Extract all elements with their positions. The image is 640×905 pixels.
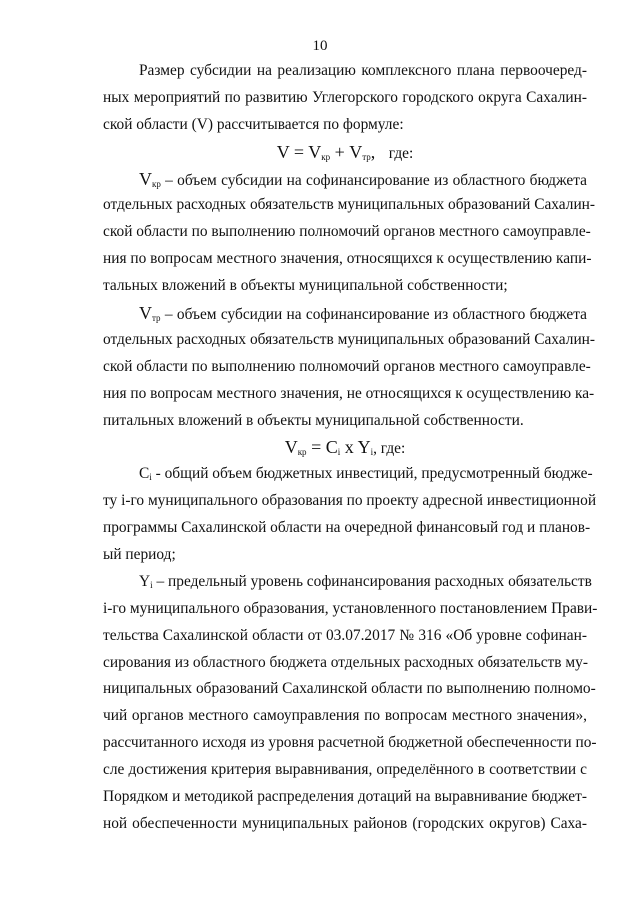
- paragraph-line: отдельных расходных обязательств муниципальных образований Сахалин-: [103, 196, 596, 214]
- paragraph-line: [103, 300, 587, 327]
- paragraph-line: отдельных расходных обязательств муниципальных образований Сахалин-: [103, 330, 596, 348]
- document-body: [103, 58, 598, 838]
- formula-part: + V: [330, 141, 363, 162]
- line-text: – объем субсидии на софинансирование из областного бюджета: [160, 171, 587, 189]
- symbol-subscript: тр: [152, 313, 161, 324]
- symbol: Y: [139, 572, 151, 590]
- paragraph-line: тельства Сахалинской области от 03.07.2017 № 316 «Об уровне софинан-: [103, 626, 587, 644]
- line-text: – объем субсидии на софинансирование из областного бюджета: [160, 306, 587, 324]
- paragraph-line: тальных вложений в объекты муниципальной собственности;: [103, 277, 508, 295]
- paragraph-line: рассчитанного исходя из уровня расчетной бюджетной обеспеченности по-: [103, 734, 597, 752]
- formula-part: ,: [370, 141, 376, 162]
- formula-subscript: i: [370, 447, 374, 458]
- paragraph-line: ния по вопросам местного значения, не относящихся к осуществлению ка-: [103, 384, 595, 402]
- symbol-subscript: i: [149, 472, 152, 483]
- formula-subscript: i: [337, 447, 341, 458]
- line-text: – предельный уровень софинансирования расходных обязательств: [152, 572, 592, 590]
- paragraph-line: сле достижения критерия выравнивания, определённого в соответствии с: [103, 761, 587, 779]
- symbol-subscript: кр: [152, 178, 161, 189]
- symbol: V: [139, 168, 152, 189]
- page-number: 10: [312, 38, 328, 54]
- symbol: V: [139, 303, 152, 324]
- paragraph-line: [103, 166, 587, 193]
- paragraph-line: ной обеспеченности муниципальных районов (городских округов) Саха-: [103, 814, 587, 832]
- paragraph-line: программы Сахалинской области на очередной финансовый год и планов-: [103, 519, 591, 537]
- paragraph-line: ния по вопросам местного значения, относящихся к осуществлению капи-: [103, 250, 592, 268]
- paragraph-line: ской области (V) рассчитывается по формуле:: [103, 115, 404, 133]
- formula-v: [103, 139, 587, 166]
- formula-part: x Y: [340, 437, 371, 458]
- paragraph-line: питальных вложений в объекты муниципальной собственности.: [103, 411, 524, 429]
- paragraph-line: [103, 461, 593, 488]
- formula-where: где:: [388, 144, 414, 162]
- formula-part: V = V: [276, 141, 322, 162]
- line-text: - общий объем бюджетных инвестиций, предусмотренный бюдже-: [151, 465, 593, 483]
- formula-subscript: тр: [362, 151, 371, 162]
- paragraph-line: Размер субсидии на реализацию комплексного плана первоочеред-: [139, 62, 587, 79]
- paragraph-line: Порядком и методикой распределения дотаций на выравнивание бюджет-: [103, 788, 587, 806]
- paragraph-line: [103, 569, 592, 596]
- paragraph-line: чий органов местного самоуправления по вопросам местного значения»,: [103, 707, 587, 725]
- symbol-subscript: i: [150, 579, 153, 590]
- paragraph-line: ниципальных образований Сахалинской области по выполнению полномо-: [103, 680, 596, 698]
- paragraph-line: ской области по выполнению полномочий органов местного самоуправле-: [103, 357, 591, 375]
- formula-vkr: [103, 434, 587, 461]
- formula-where: , где:: [373, 440, 406, 458]
- paragraph-line: сирования из областного бюджета отдельных расходных обязательств му-: [103, 653, 588, 671]
- formula-subscript: кр: [297, 447, 307, 458]
- formula-subscript: кр: [321, 151, 331, 162]
- symbol: C: [139, 465, 150, 483]
- formula-part: V: [284, 437, 298, 458]
- paragraph-line: i-го муниципального образования, установленного постановлением Прави-: [103, 599, 598, 617]
- paragraph-line: ту i-го муниципального образования по проекту адресной инвестиционной: [103, 492, 597, 510]
- paragraph-line: ской области по выполнению полномочий органов местного самоуправле-: [103, 223, 591, 241]
- paragraph-line: ных мероприятий по развитию Углегорского городского округа Сахалин-: [103, 88, 587, 106]
- formula-part: = C: [306, 437, 338, 458]
- paragraph-line: ый период;: [103, 546, 176, 564]
